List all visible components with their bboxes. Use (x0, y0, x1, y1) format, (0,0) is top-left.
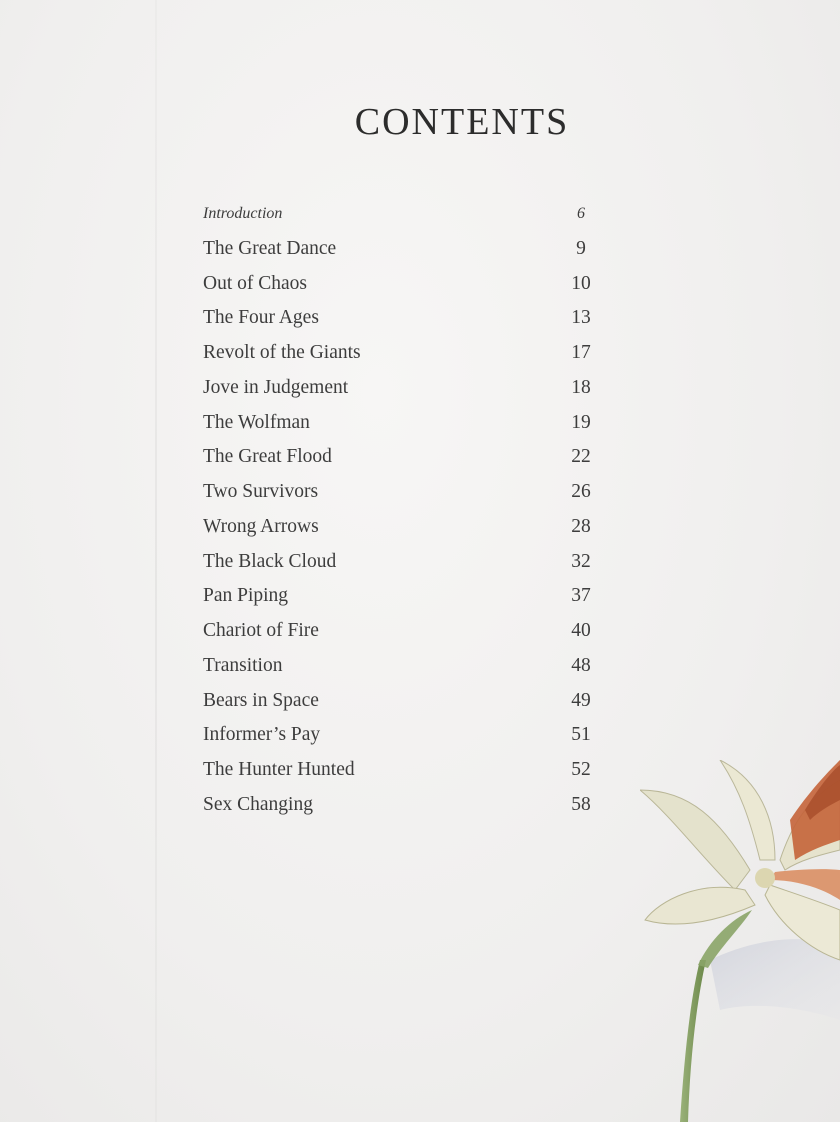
toc-entry (203, 442, 603, 477)
toc-entry-title: Chariot of Fire (203, 620, 319, 641)
toc-entry (203, 547, 603, 582)
toc-entry-title: The Four Ages (203, 307, 319, 329)
toc-entry (203, 720, 603, 755)
toc-entry (203, 477, 603, 512)
toc-entry-title: Pan Piping (203, 585, 289, 607)
toc-entry-title: Wrong Arrows (203, 515, 319, 537)
toc-entry-page-number: 26 (571, 481, 591, 502)
toc-entry-title: Informer’s Pay (203, 724, 321, 746)
toc-entry-page-number: 49 (571, 689, 591, 711)
toc-entry-title: The Black Cloud (203, 550, 337, 572)
toc-entry-page-number: 13 (571, 307, 591, 329)
toc-entry-page-number: 18 (571, 376, 591, 398)
toc-entry (203, 234, 603, 269)
toc-entry-title: Revolt of the Giants (203, 342, 361, 363)
toc-entry-page-number: 22 (571, 446, 591, 468)
toc-entry (203, 303, 603, 338)
toc-entry-page-number: 40 (571, 620, 591, 641)
toc-entry-page-number: 48 (571, 654, 591, 676)
toc-entry-title: Out of Chaos (203, 272, 307, 294)
toc-entry-title: The Great Flood (203, 446, 332, 468)
table-of-contents (203, 199, 603, 825)
toc-entry-page-number: 58 (571, 793, 591, 815)
toc-entry-title: Bears in Space (203, 689, 319, 711)
toc-entry (203, 755, 603, 790)
toc-entry-page-number: 51 (571, 724, 591, 746)
toc-entry-page-number: 32 (571, 550, 591, 572)
toc-entry (203, 373, 603, 408)
toc-entry (203, 790, 603, 825)
page-title: CONTENTS (354, 101, 570, 143)
toc-entry (203, 651, 603, 686)
toc-entry-title: Two Survivors (203, 481, 319, 502)
toc-entry-page-number: 6 (577, 205, 585, 222)
toc-entry-title: Introduction (203, 205, 283, 222)
toc-entry (203, 338, 603, 373)
toc-entry-title: The Great Dance (203, 237, 337, 259)
toc-entry-title: The Wolfman (203, 411, 310, 433)
toc-entry-page-number: 9 (576, 237, 586, 259)
toc-entry-title: The Hunter Hunted (203, 759, 355, 780)
daffodil-illustration-icon (640, 760, 840, 1122)
toc-entry-title: Jove in Judgement (203, 376, 349, 398)
toc-entry (203, 269, 603, 304)
toc-entry-page-number: 17 (571, 342, 591, 363)
toc-entry-page-number: 37 (571, 585, 591, 607)
toc-entry-page-number: 19 (571, 411, 591, 433)
toc-entry-title: Transition (203, 654, 283, 676)
toc-entry (203, 512, 603, 547)
toc-entry-page-number: 10 (571, 272, 591, 294)
toc-entry (203, 199, 603, 234)
toc-entry (203, 616, 603, 651)
toc-entry (203, 408, 603, 443)
toc-entry (203, 581, 603, 616)
toc-entry-page-number: 52 (571, 759, 591, 780)
toc-entry-title: Sex Changing (203, 793, 313, 815)
toc-entry (203, 686, 603, 721)
toc-entry-page-number: 28 (571, 515, 591, 537)
page-fold-shadow (155, 0, 157, 1122)
